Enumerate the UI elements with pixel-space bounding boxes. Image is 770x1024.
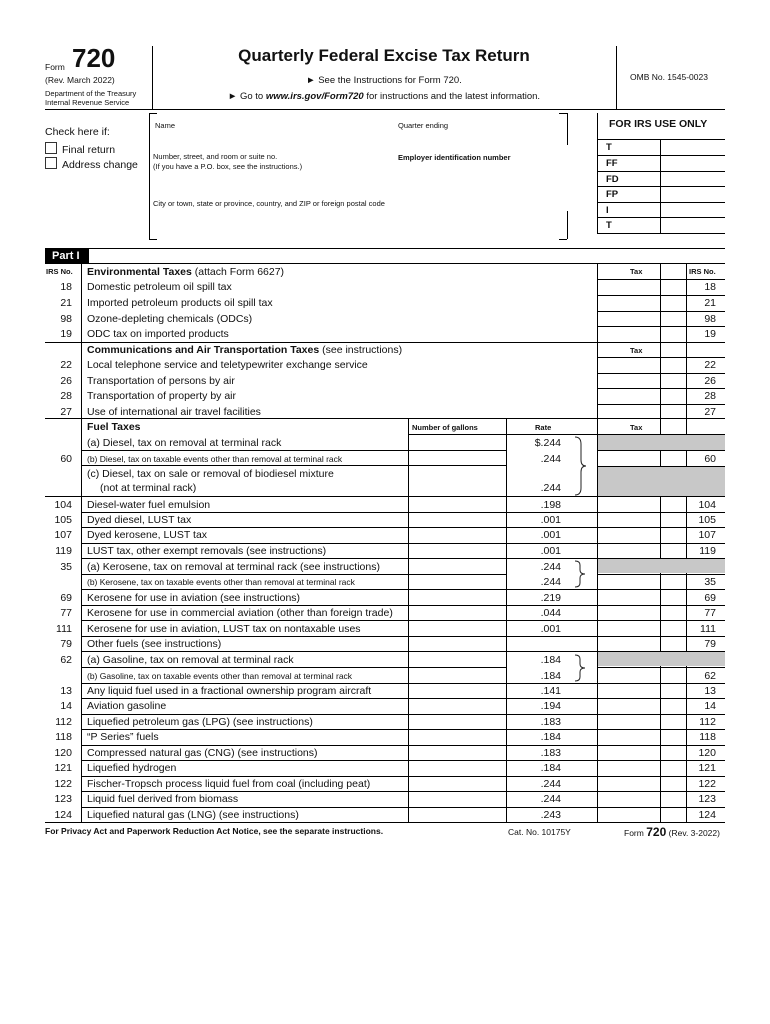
- privacy-notice: For Privacy Act and Paperwork Reduction Act Notice, see the separate instructions.: [45, 826, 384, 836]
- fuel-section-heading: Fuel Taxes: [87, 421, 141, 433]
- name-input[interactable]: [155, 132, 385, 146]
- final-return-checkbox[interactable]: [45, 142, 57, 154]
- address-change-option[interactable]: Address change: [45, 157, 138, 171]
- part-one-label: Part I: [45, 249, 89, 263]
- irs-code-fp: FP: [606, 189, 619, 200]
- comm-section-heading: Communications and Air Transportation Taxes (see instructions): [87, 344, 403, 356]
- irs-url-link[interactable]: www.irs.gov/Form720: [265, 91, 364, 102]
- check-here-label: Check here if:: [45, 126, 110, 138]
- street-field-label: Number, street, and room or suite no.: [153, 152, 278, 161]
- agency: Internal Revenue Service: [45, 98, 130, 107]
- instructions-line-2: ► Go to www.irs.gov/Form720 for instructions and the latest information.: [227, 91, 541, 102]
- gallons-input-60c[interactable]: [410, 481, 505, 494]
- irs-code-i: I: [606, 205, 609, 216]
- irs-code-t: T: [606, 142, 612, 153]
- gallons-input-60a[interactable]: [410, 436, 505, 449]
- tax-input-18[interactable]: [598, 280, 660, 294]
- form-title: Quarterly Federal Excise Tax Return: [238, 46, 530, 65]
- tax-column-header: Tax: [630, 267, 643, 276]
- form-revision: (Rev. March 2022): [45, 75, 115, 85]
- city-field-label: City or town, state or province, country, and ZIP or foreign postal code: [153, 199, 385, 208]
- department: Department of the Treasury: [45, 89, 137, 98]
- tax-column-header-3: Tax: [630, 423, 643, 432]
- tax-input-26[interactable]: [598, 374, 660, 388]
- tax-input-98[interactable]: [598, 312, 660, 326]
- brace-icon: [572, 654, 588, 682]
- form-number: 720: [72, 43, 116, 73]
- ein-label: Employer identification number: [398, 153, 511, 162]
- irs-no-header-right: IRS No.: [689, 267, 716, 276]
- ein-input[interactable]: [398, 165, 558, 179]
- env-section-heading: Environmental Taxes (attach Form 6627): [87, 266, 285, 278]
- quarter-ending-input[interactable]: [398, 132, 558, 146]
- quarter-ending-label: Quarter ending: [398, 121, 449, 130]
- irs-code-fd: FD: [606, 174, 619, 185]
- brace-icon: [572, 560, 588, 588]
- tax-column-header-2: Tax: [630, 346, 643, 355]
- irs-code-ff: FF: [606, 158, 618, 169]
- street-input[interactable]: [155, 174, 385, 188]
- omb-number: OMB No. 1545-0023: [630, 72, 708, 82]
- tax-input-19[interactable]: [598, 327, 660, 341]
- footer-form-id: Form 720 (Rev. 3-2022): [624, 825, 720, 839]
- name-field-label: Name: [155, 121, 176, 130]
- tax-input-27[interactable]: [598, 405, 660, 419]
- gallons-input-60b[interactable]: [410, 452, 505, 465]
- irs-no-header: IRS No.: [46, 267, 73, 276]
- rate-column-header: Rate: [535, 423, 552, 432]
- instructions-line-1: ► See the Instructions for Form 720.: [306, 75, 462, 86]
- brace-icon: [572, 436, 588, 496]
- city-input[interactable]: [155, 212, 555, 226]
- irs-code-t2: T: [606, 220, 612, 231]
- address-change-checkbox[interactable]: [45, 157, 57, 169]
- tax-input-60[interactable]: [598, 451, 660, 465]
- final-return-option[interactable]: Final return: [45, 142, 115, 156]
- tax-input-22[interactable]: [598, 358, 660, 372]
- tax-input-28[interactable]: [598, 389, 660, 403]
- form-word: Form: [45, 62, 65, 72]
- gallons-column-header: Number of gallons: [412, 423, 478, 432]
- tax-input-21[interactable]: [598, 296, 660, 310]
- catalog-number: Cat. No. 10175Y: [508, 827, 571, 837]
- street-field-note: (If you have a P.O. box, see the instructions.): [153, 162, 303, 171]
- irs-use-title: FOR IRS USE ONLY: [609, 118, 708, 130]
